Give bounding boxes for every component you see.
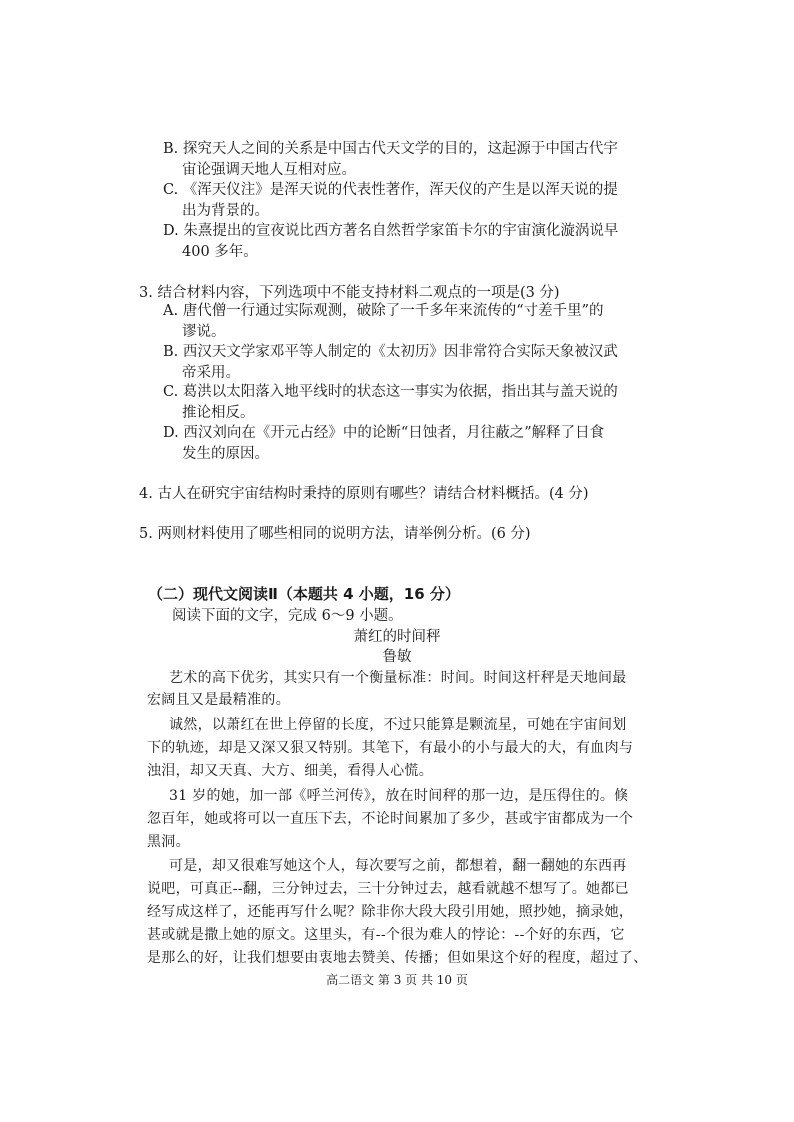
q3-option-b-line1: B. 西汉天文学家邓平等人制定的《太初历》因非常符合实际天象被汉武 bbox=[163, 344, 618, 360]
section-instruction: 阅读下面的文字，完成 6～9 小题。 bbox=[172, 608, 403, 624]
article-line-2: 宏阔且又是最精准的。 bbox=[147, 692, 290, 708]
q3-option-c-line2: 推论相反。 bbox=[182, 405, 255, 421]
q3-option-b-line2: 帝采用。 bbox=[182, 365, 240, 381]
article-line-7: 忽百年，她或将可以一直压下去，不论时间累加了多少，甚或宇宙都成为一个 bbox=[147, 811, 634, 827]
article-line-13: 是那么的好，让我们想要由衷地去赞美、传播；但如果这个好的程度，超过了、 bbox=[147, 950, 648, 966]
q2-option-c bbox=[163, 180, 618, 222]
q4-stem: 4. 古人在研究宇宙结构时秉持的原则有哪些？请结合材料概括。(4 分) bbox=[139, 486, 589, 502]
q2-option-b-line1: B. 探究天人之间的关系是中国古代天文学的目的，这起源于中国古代宇 bbox=[163, 141, 618, 157]
q5-stem: 5. 两则材料使用了哪些相同的说明方法，请举例分析。(6 分) bbox=[139, 526, 531, 542]
article-line-11: 经写成这样了，还能再写什么呢？除非你大段大段引用她，照抄她，摘录她， bbox=[147, 904, 634, 920]
q2-option-c-line2: 出为背景的。 bbox=[182, 203, 269, 219]
q3-option-d-line1: D. 西汉刘向在《开元占经》中的论断“日蚀者，月往蔽之”解释了日食 bbox=[163, 425, 605, 441]
q2-option-d-line1: D. 朱熹提出的宣夜说比西方著名自然哲学家笛卡尔的宇宙演化漩涡说早 bbox=[163, 223, 619, 239]
q3-option-b bbox=[163, 342, 618, 384]
q2-option-c-line1: C. 《浑天仪注》是浑天说的代表性著作，浑天仪的产生是以浑天说的提 bbox=[163, 182, 618, 198]
article-line-3: 诚然，以萧红在世上停留的长度，不过只能算是颗流星，可她在宇宙间划 bbox=[169, 717, 627, 733]
article-line-5: 浊泪，却又天真、大方、细美，看得人心慌。 bbox=[147, 763, 433, 779]
q3-option-c-line1: C. 葛洪以太阳落入地平线时的状态这一事实为依据，指出其与盖天说的 bbox=[163, 384, 618, 400]
q2-option-d-line2: 400 多年。 bbox=[182, 244, 258, 260]
q3-option-a bbox=[163, 301, 604, 343]
article-line-6: 31 岁的她，加一部《呼兰河传》，放在时间秤的那一边，是压得住的。倏 bbox=[169, 788, 629, 804]
article-author: 鲁敏 bbox=[382, 649, 412, 665]
q2-option-b bbox=[163, 139, 618, 181]
q3-option-d-line2: 发生的原因。 bbox=[182, 446, 269, 462]
q3-stem: 3. 结合材料内容，下列选项中不能支持材料二观点的一项是(3 分) bbox=[139, 285, 560, 301]
q2-option-b-line2: 宙论强调天地人互相对应。 bbox=[182, 162, 356, 178]
article-line-4: 下的轨迹，却是又深又狠又特别。其笔下，有最小的小与最大的大，有血肉与 bbox=[147, 740, 634, 756]
page-footer: 高二语文 第 3 页 共 10 页 bbox=[326, 973, 468, 987]
q3-option-a-line2: 谬说。 bbox=[182, 324, 226, 340]
q3-option-c bbox=[163, 382, 618, 424]
q2-option-d bbox=[163, 221, 618, 263]
article-line-10: 说吧，可真正--翻，三分钟过去，三十分钟过去，越看就越不想写了。她都已 bbox=[147, 881, 629, 897]
article-line-1: 艺术的高下优劣，其实只有一个衡量标准：时间。时间这杆秤是天地间最 bbox=[169, 670, 627, 686]
q3-option-d bbox=[163, 423, 604, 465]
article-line-9: 可是，却又很难写她这个人，每次要写之前，都想着，翻一翻她的东西再 bbox=[169, 858, 627, 874]
article-line-12: 甚或就是撒上她的原文。这里头，有--个很为难人的悖论：--个好的东西，它 bbox=[147, 927, 625, 943]
q3-option-a-line1: A. 唐代僧一行通过实际观测，破除了一千多年来流传的“寸差千里”的 bbox=[163, 303, 604, 319]
article-title: 萧红的时间秤 bbox=[353, 629, 441, 645]
section-heading: （二）现代文阅读Ⅱ（本题共 4 小题，16 分） bbox=[148, 585, 460, 603]
article-line-8: 黑洞。 bbox=[147, 834, 190, 850]
